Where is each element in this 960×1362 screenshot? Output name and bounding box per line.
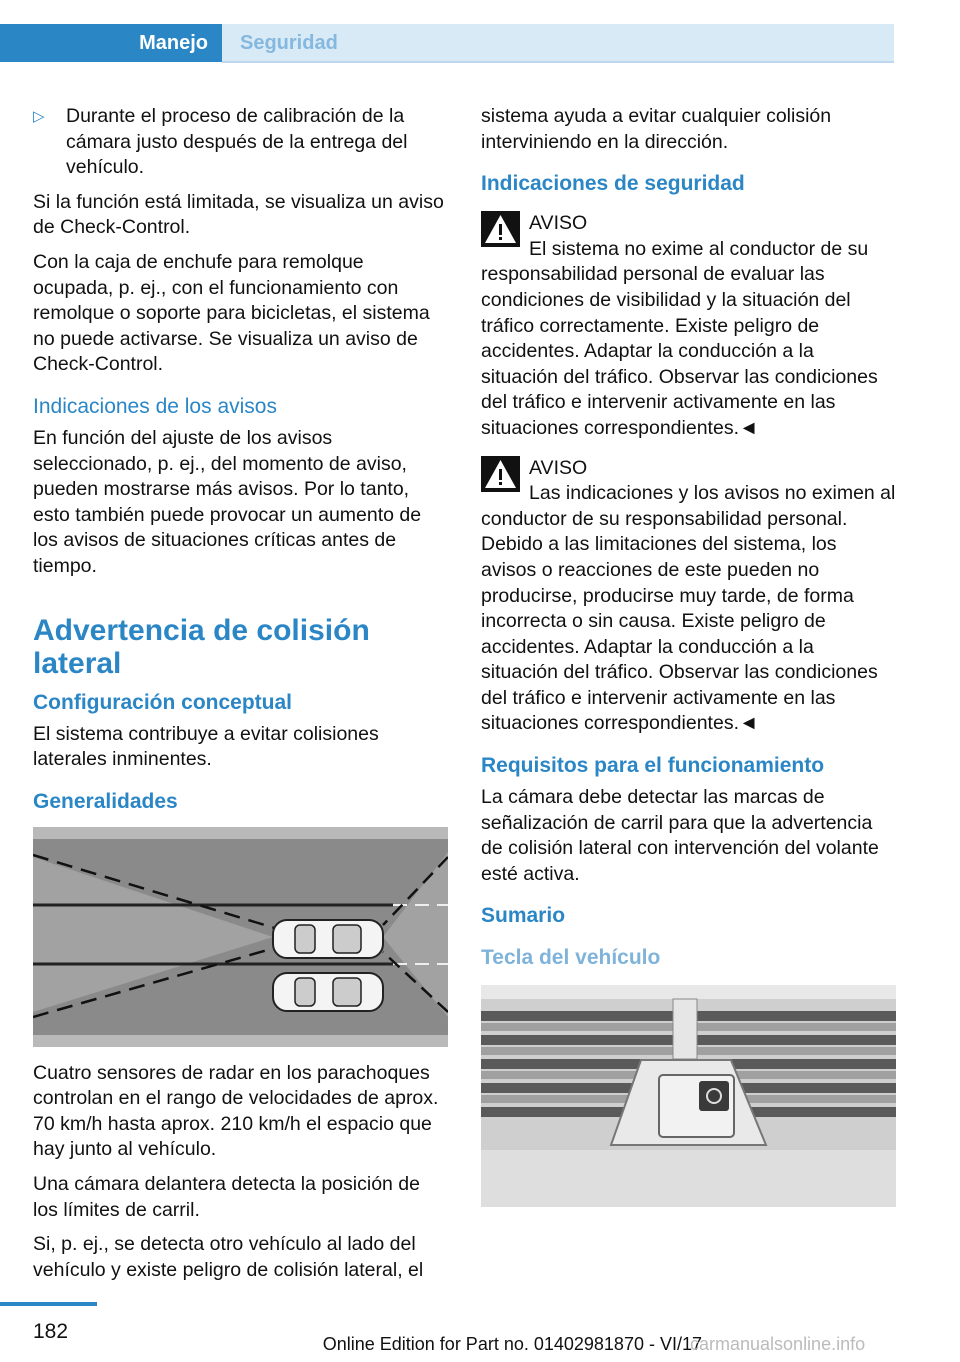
section-heading-sumario: Sumario [481,904,566,928]
section-heading-config: Configuración conceptual [33,690,293,714]
paragraph: Una cámara delantera detecta la posición de los límites de carril. [33,1173,420,1221]
warning-text: El sistema no exime al conductor de su responsabilidad personal de evaluar las condiciones de visibilidad y la situación del tráfico correctamente. Existe peligro de accidentes. Adaptar la conducción a la situación del tráfico. Observar las condiciones del tráfico e intervenir activamente en las situaciones correspondientes.◄ [481,237,878,439]
page-number: 182 [33,1320,69,1343]
car-top-view-icon [273,920,383,958]
paragraph: Si la función está limitada, se visualiza un aviso de Check-Control. [33,190,444,239]
header-tabs [0,24,894,62]
section-heading-tecla: Tecla del vehículo [481,946,661,970]
lane-diagram-image [33,827,448,1047]
paragraph: Cuatro sensores de radar en los parachoques controlan en el rango de velocidades de aprox. 70 km/h hasta aprox. 210 km/h el espacio que hay junto al vehículo. [33,1061,439,1161]
paragraph: La cámara debe detectar las marcas de señalización de carril para que la advertencia de colisión lateral con intervención del volante esté activa. [481,786,879,885]
lane-assist-icon [699,1081,729,1111]
tab-divider [222,61,894,63]
triangle-bullet-icon: ▷ [33,108,45,125]
footer-rule [0,1302,97,1306]
warning-block [481,211,896,441]
button-panel-svg [481,985,896,1207]
warning-title: AVISO [529,456,588,479]
warning-title: AVISO [529,212,588,235]
lane-diagram-svg [33,827,448,1047]
vehicle-button-image [481,985,896,1207]
section-heading-general: Generalidades [33,789,178,813]
paragraph: Con la caja de enchufe para remolque ocupada, p. ej., con el funcionamiento con remolque o soporte para bicicletas, el sistema no puede activarse. Se visualiza un aviso de Check-Control. [33,250,430,376]
car-top-view-icon [273,973,383,1011]
warning-text: Las indicaciones y los avisos no eximen al conductor de su responsabilidad personal. Debido a las limitaciones del sistema, los avisos o reacciones de este pueden no producirse, producirse muy tarde, de forma incorrecta o sin causa. Existe peligro de accidentes. Adaptar la conducción a la situación del tráfico. Observar las condiciones del tráfico e intervenir activamente en las situaciones correspondientes.◄ [481,482,896,735]
paragraph: El sistema contribuye a evitar colisiones laterales inminentes. [33,722,379,771]
left-column [33,104,448,1292]
tab-seguridad[interactable]: Seguridad [222,24,894,62]
bullet-item [33,104,448,181]
right-column [481,104,896,1221]
paragraph: En función del ajuste de los avisos seleccionado, p. ej., del momento de aviso, pueden mostrarse más avisos. Por lo tanto, esto también puede provocar un aumento de los avisos de situaciones críticas antes de tiempo. [33,426,422,577]
bullet-text: Durante el proceso de calibración de la cámara justo después de la entrega del vehículo. [66,105,408,179]
section-heading-seguridad: Indicaciones de seguridad [481,172,745,196]
warning-triangle-icon [481,211,520,247]
section-heading-requisitos: Requisitos para el funcionamiento [481,754,825,778]
section-heading-avisos: Indicaciones de los avisos [33,394,277,418]
tab-manejo[interactable]: Manejo [0,24,222,62]
paragraph: Si, p. ej., se detecta otro vehículo al lado del vehículo y existe peligro de colisión lateral, el [33,1233,424,1281]
paragraph: sistema ayuda a evitar cualquier colisión interviniendo en la dirección. [481,105,832,153]
edition-text: Online Edition for Part no. 01402981870 - VI/17 [322,1334,702,1354]
chapter-heading: Advertencia de colisión lateral [33,613,370,680]
watermark-text: carmanualsonline.info [690,1334,866,1354]
warning-block [481,456,896,738]
warning-triangle-icon [481,456,520,492]
